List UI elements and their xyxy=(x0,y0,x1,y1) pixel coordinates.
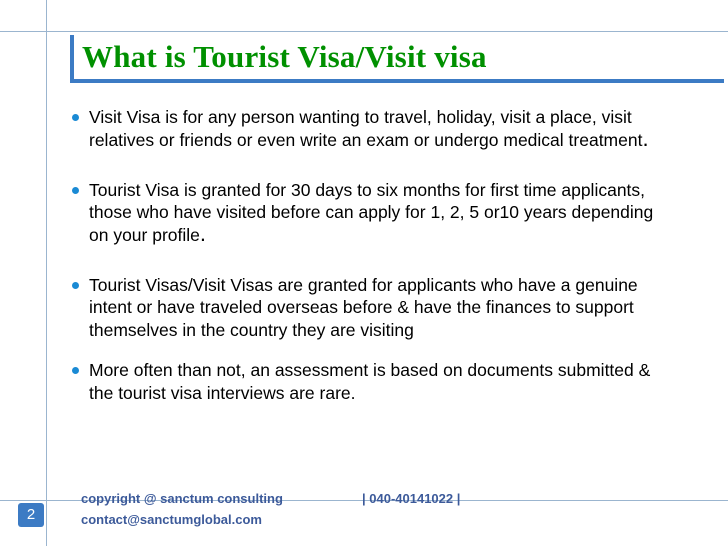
bullet-tail: . xyxy=(642,126,649,151)
bullet-dot-icon xyxy=(72,282,79,289)
bullet-item xyxy=(68,359,668,404)
bullet-item xyxy=(68,274,668,341)
bullet-dot-icon xyxy=(72,187,79,194)
bullet-list xyxy=(68,106,668,424)
frame-left-line xyxy=(46,0,47,546)
frame-top-line xyxy=(0,31,728,32)
footer-contact xyxy=(81,488,283,530)
bullet-text: Visit Visa is for any person wanting to travel, holiday, visit a place, visit relatives or friends or even write an exam or undergo medical treatment xyxy=(89,107,643,150)
footer-phone: | 040-40141022 | xyxy=(362,491,461,506)
bullet-dot-icon xyxy=(72,367,79,374)
bullet-dot-icon xyxy=(72,114,79,121)
bullet-text: More often than not, an assessment is based on documents submitted & the tourist visa interviews are rare. xyxy=(89,360,651,403)
title-bar xyxy=(70,35,728,79)
bullet-item xyxy=(68,106,668,151)
title-underline xyxy=(70,79,724,83)
page-number-badge: 2 xyxy=(18,503,44,527)
bullet-text: Tourist Visas/Visit Visas are granted for applicants who have a genuine intent or have traveled overseas before & have the finances to support themselves in the country they are visiting xyxy=(89,275,638,340)
footer-copyright: copyright @ sanctum consulting xyxy=(81,491,283,506)
bullet-item xyxy=(68,179,668,246)
footer-email: contact@sanctumglobal.com xyxy=(81,512,262,527)
bullet-text: Tourist Visa is granted for 30 days to six months for first time applicants, those who have visited before can apply for 1, 2, 5 or10 years depending on your profile xyxy=(89,180,654,245)
slide-title: What is Tourist Visa/Visit visa xyxy=(82,39,487,74)
bullet-tail: . xyxy=(199,221,207,246)
